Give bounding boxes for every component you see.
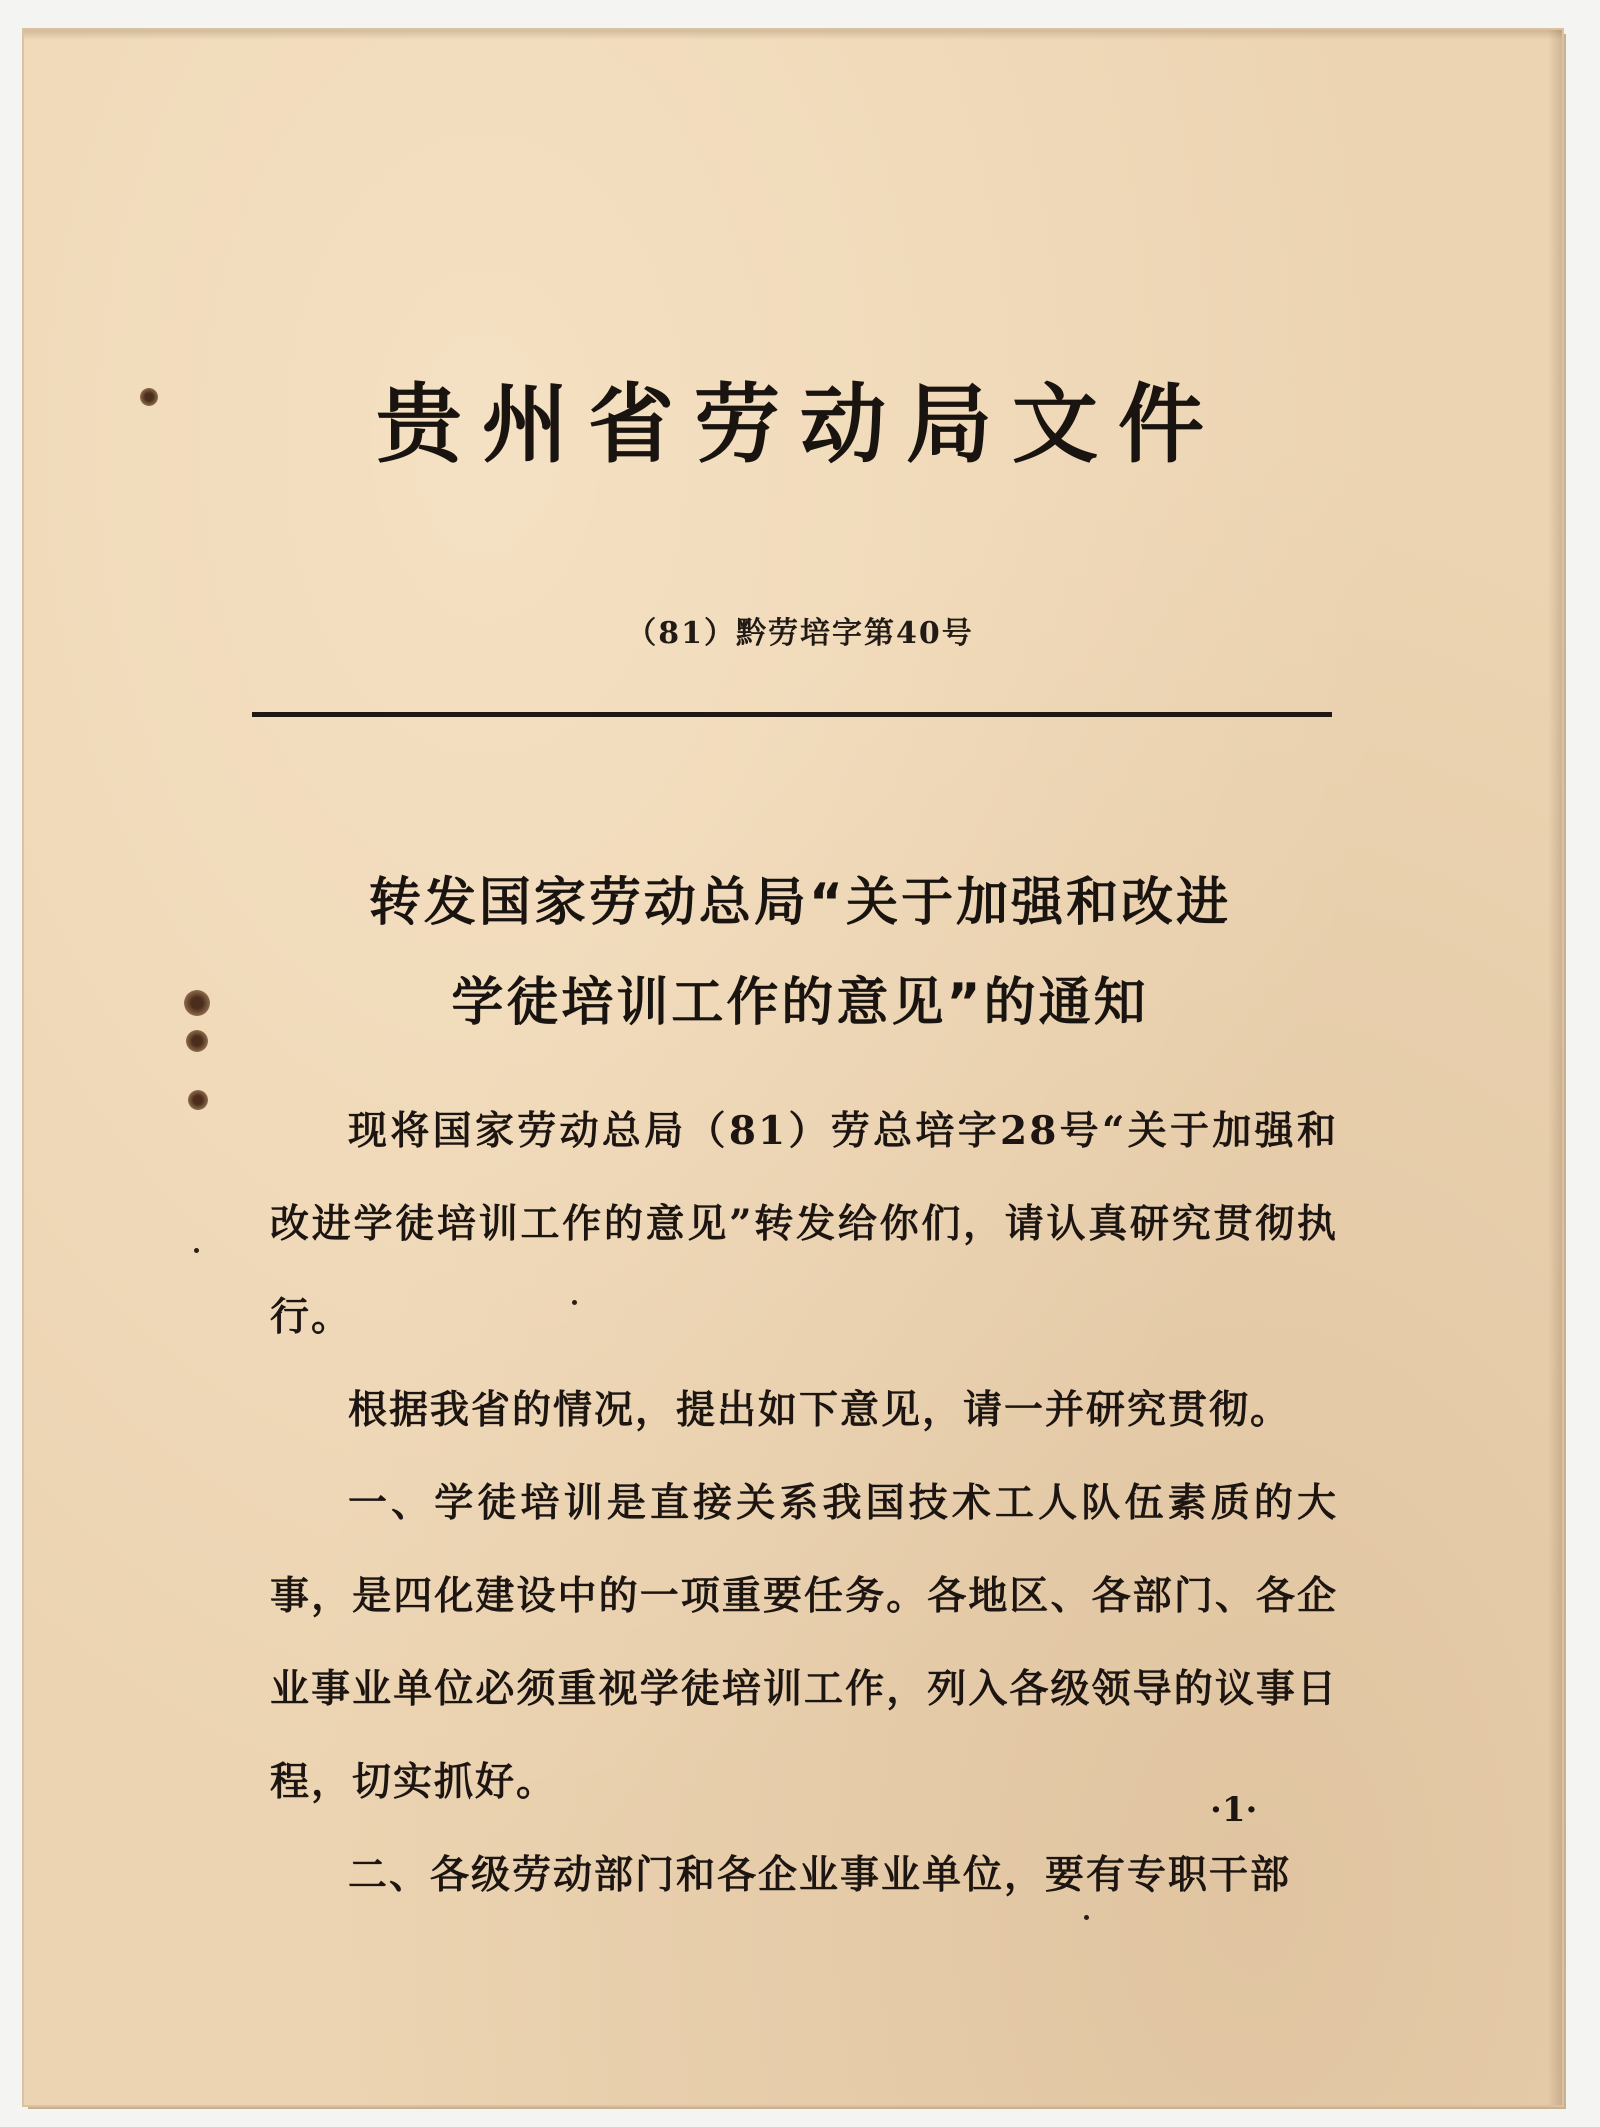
binding-hole: [188, 1090, 208, 1110]
page-number: ·1·: [1210, 1790, 1258, 1830]
paragraph: 根据我省的情况，提出如下意见，请一并研究贯彻。: [348, 1387, 1292, 1433]
paper-edge-right: [1548, 30, 1562, 2105]
header-rule: [252, 712, 1332, 717]
paper-edge-top: [24, 30, 1562, 40]
title-line-2: 学徒培训工作的意见”的通知: [451, 973, 1149, 1033]
title-line-1: 转发国家劳动总局“关于加强和改进: [368, 873, 1232, 933]
document-number: （81）黔劳培字第40号: [626, 616, 974, 651]
document-header: 贵州省劳动局文件: [376, 375, 1224, 475]
paragraph: 二、各级劳动部门和各企业事业单位，要有专职干部: [348, 1852, 1292, 1898]
document-body: [270, 1085, 1338, 1922]
paragraph: 一、学徒培训是直接关系我国技术工人队伍素质的大事，是四化建设中的一项重要任务。各地区、各部门、各企业事业单位必须重视学徒培训工作，列入各级领导的议事日程，切实抓好。: [270, 1480, 1338, 1805]
paper-speck: [194, 1248, 199, 1253]
paragraph: 现将国家劳动总局（81）劳总培字28号“关于加强和改进学徒培训工作的意见”转发给你们，请认真研究贯彻执行。: [270, 1108, 1338, 1340]
